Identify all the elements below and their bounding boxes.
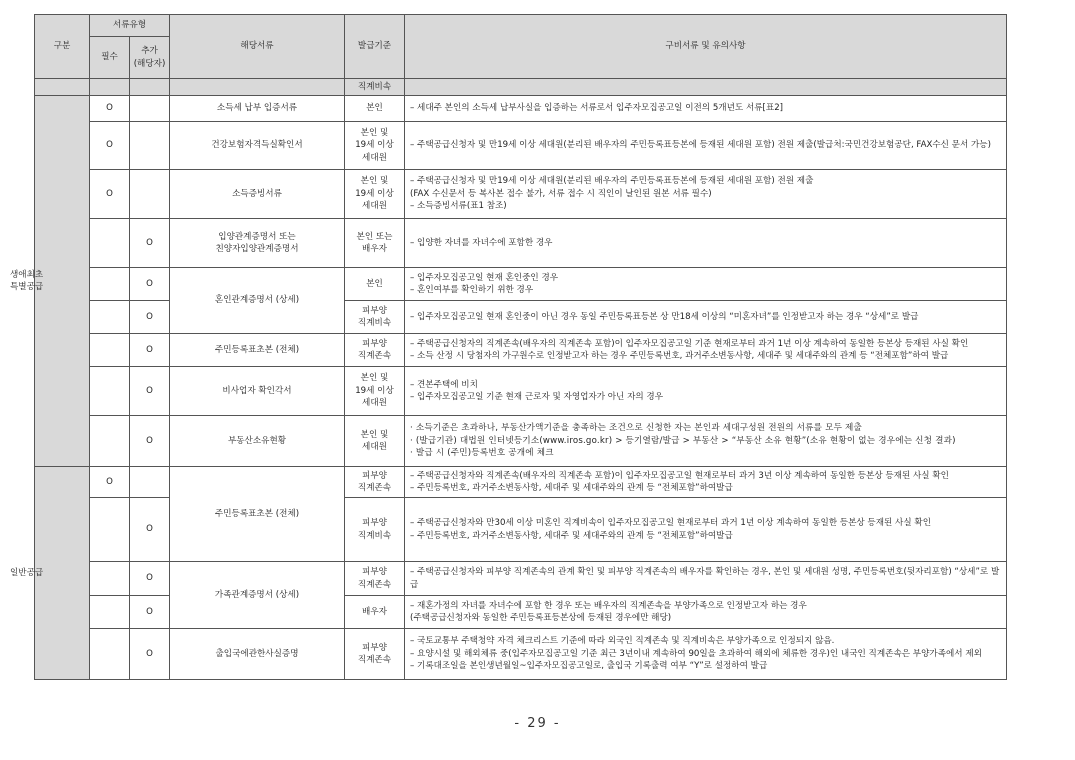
document-name: 비사업자 확인각서 bbox=[170, 367, 345, 416]
header-additional: 추가 (해당자) bbox=[130, 37, 170, 79]
note-line: – 주택공급신청자와 직계존속(배우자의 직계존속 포함)이 입주자모집공고일 현재로부터 과거 3년 이상 계속하여 동일한 등본상 등재된 사실 확인 bbox=[410, 470, 949, 481]
notes bbox=[410, 517, 1001, 542]
note-line: – 재혼가정의 자녀를 자녀수에 포함 한 경우 또는 배우자의 직계존속을 부양가족으로 인정받고자 하는 경우 (주택공급신청자와 동일한 주민등록표등본상에 등재된 경우에만 해당) bbox=[410, 600, 807, 623]
document-name: 주민등록표초본 (전체) bbox=[170, 334, 345, 367]
issue-basis: 본인 및 19세 이상 세대원 bbox=[345, 170, 405, 219]
header-required: 필수 bbox=[90, 37, 130, 79]
header-category: 구분 bbox=[35, 15, 90, 79]
required-mark: O bbox=[90, 96, 130, 122]
table-row bbox=[35, 562, 1007, 596]
note-line: – 주민등록번호, 과거주소변동사항, 세대주 및 세대주와의 관계 등 “전체포함”하여발급 bbox=[410, 530, 733, 541]
notes bbox=[410, 272, 1001, 297]
notes bbox=[410, 175, 1001, 212]
note-line: – 견본주택에 비치 bbox=[410, 379, 478, 390]
required-mark: O bbox=[90, 122, 130, 170]
note-line: – 기록대조일을 본인생년월일~입주자모집공고일로, 출입국 기록출력 여부 “Y”로 설정하여 발급 bbox=[410, 661, 768, 672]
table-row-prev bbox=[35, 79, 1007, 96]
issue-basis: 피부양 직계존속 bbox=[345, 629, 405, 680]
issue-basis: 피부양 직계존속 bbox=[345, 467, 405, 498]
additional-mark: O bbox=[130, 334, 170, 367]
notes bbox=[410, 237, 1001, 249]
additional-mark: O bbox=[130, 219, 170, 268]
note-line: – 주민등록번호, 과거주소변동사항, 세대주 및 세대주와의 관계 등 “전체포함”하여발급 bbox=[410, 483, 733, 493]
required-mark: O bbox=[90, 170, 130, 219]
notes bbox=[410, 470, 1001, 495]
document-sheet bbox=[10, 14, 1006, 680]
section-special: 생애최초 특별공급 bbox=[35, 96, 90, 467]
table-row bbox=[35, 96, 1007, 122]
additional-mark: O bbox=[130, 301, 170, 334]
additional-mark: O bbox=[130, 416, 170, 467]
table-row bbox=[35, 334, 1007, 367]
issue-basis: 본인 및 19세 이상 세대원 bbox=[345, 367, 405, 416]
issue-basis: 피부양 직계존속 bbox=[345, 562, 405, 596]
document-name: 부동산소유현황 bbox=[170, 416, 345, 467]
note-line: – 주택공급신청자와 피부양 직계존속의 관계 확인 및 피부양 직계존속의 배우자를 확인하는 경우, 본인 및 세대원 성명, 주민등록번호(뒷자리포함) “상세”로 발급 bbox=[410, 567, 1000, 590]
additional-mark: O bbox=[130, 629, 170, 680]
required-mark: O bbox=[90, 467, 130, 498]
issue-basis: 피부양 직계비속 bbox=[345, 301, 405, 334]
issue-basis: 본인 또는 배우자 bbox=[345, 219, 405, 268]
notes bbox=[410, 379, 1001, 404]
additional-mark: O bbox=[130, 367, 170, 416]
issue-basis: 본인 bbox=[345, 268, 405, 301]
notes bbox=[410, 566, 1001, 591]
document-name: 주민등록표초본 (전체) bbox=[170, 467, 345, 562]
table-row bbox=[35, 122, 1007, 170]
issue-basis: 본인 및 19세 이상 세대원 bbox=[345, 122, 405, 170]
document-name: 입양관계증명서 또는 친양자입양관계증명서 bbox=[170, 219, 345, 268]
note-line: – 입주자모집공고일 기준 현재 근로자 및 자영업자가 아닌 자의 경우 bbox=[410, 392, 664, 402]
issue-basis: 배우자 bbox=[345, 596, 405, 629]
note-line: – 혼인여부를 확인하기 위한 경우 bbox=[410, 285, 534, 295]
note-line: – 소득 산정 시 당첨자의 가구원수로 인정받고자 하는 경우 주민등록번호, 과거주소변동사항, 세대주 및 세대주와의 관계 등 “전체포함”하여 발급 bbox=[410, 351, 949, 361]
issue-basis: 피부양 직계존속 bbox=[345, 334, 405, 367]
note-line: – 주택공급신청자 및 만19세 이상 세대원(분리된 배우자의 주민등록표등본에 등재된 세대원 포함) 전원 제출(발급처:국민건강보험공단, FAX수신 문서 가능) bbox=[410, 140, 991, 151]
additional-mark: O bbox=[130, 498, 170, 562]
header-document: 해당서류 bbox=[170, 15, 345, 79]
notes bbox=[410, 600, 1001, 625]
document-name: 가족관계증명서 (상세) bbox=[170, 562, 345, 629]
section-general: 일반공급 bbox=[35, 467, 90, 680]
issue-basis: 본인 및 세대원 bbox=[345, 416, 405, 467]
note-line: – 입양한 자녀를 자녀수에 포함한 경우 bbox=[410, 237, 553, 248]
document-name: 혼인관계증명서 (상세) bbox=[170, 268, 345, 334]
document-name: 소득증빙서류 bbox=[170, 170, 345, 219]
table-row bbox=[35, 367, 1007, 416]
header-notes: 구비서류 및 유의사항 bbox=[405, 15, 1007, 79]
document-name: 소득세 납부 입증서류 bbox=[170, 96, 345, 122]
note-line: – 입주자모집공고일 현재 혼인중이 아닌 경우 동일 주민등록표등본 상 만18세 이상의 “미혼자녀”를 인정받고자 하는 경우 “상세”로 발급 bbox=[410, 311, 919, 322]
header-doc-type: 서류유형 bbox=[90, 15, 170, 37]
note-line: – 요양시설 및 해외체류 중(입주자모집공고일 기준 최근 3년이내 계속하여 90일을 초과하여 해외에 체류한 경우)인 내국인 직계존속은 부양가족에서 제외 bbox=[410, 648, 982, 659]
document-name: 건강보험자격득실확인서 bbox=[170, 122, 345, 170]
page-number: - 29 - bbox=[514, 716, 561, 731]
additional-mark: O bbox=[130, 562, 170, 596]
note-line: – 소득증빙서류(표1 참조) bbox=[410, 201, 507, 212]
note-line: · (발급기관) 대법원 인터넷등기소(www.iros.go.kr) > 등기열람/발급 > 부동산 > “부동산 소유 현황”(소유 현황이 없는 경우에는 신청 결과) bbox=[410, 435, 956, 446]
notes bbox=[410, 311, 1001, 323]
document-table bbox=[10, 14, 1007, 680]
table-row bbox=[35, 170, 1007, 219]
note-line: – 국토교통부 주택청약 자격 체크리스트 기준에 따라 외국인 직계존속 및 직계비속은 부양가족으로 인정되지 않음. bbox=[410, 636, 835, 647]
note-line: – 주택공급신청자의 직계존속(배우자의 직계존속 포함)이 입주자모집공고일 기준 현재로부터 과거 1년 이상 계속하여 동일한 등본상 등재된 사실 확인 bbox=[410, 338, 969, 349]
note-line: · 발급 시 (주민)등록번호 공개에 체크 bbox=[410, 448, 554, 459]
note-line: – 주택공급신청자 및 만19세 이상 세대원(분리된 배우자의 주민등록표등본에 등재된 세대원 포함) 전원 제출 (FAX 수신문서 등 복사본 접수 불가, 서류 접수 시 직인이 날인된 원본 서류 필수) bbox=[410, 176, 814, 199]
notes bbox=[410, 635, 1001, 672]
additional-mark: O bbox=[130, 596, 170, 629]
notes bbox=[410, 102, 1001, 114]
issue-basis: 본인 bbox=[345, 96, 405, 122]
document-name: 출입국에관한사실증명 bbox=[170, 629, 345, 680]
table-row bbox=[35, 629, 1007, 680]
notes bbox=[410, 422, 1001, 459]
note-line: – 주택공급신청자와 만30세 이상 미혼인 직계비속이 입주자모집공고일 현재로부터 과거 1년 이상 계속하여 동일한 등본상 등재된 사실 확인 bbox=[410, 518, 931, 529]
additional-mark: O bbox=[130, 268, 170, 301]
table-row bbox=[35, 219, 1007, 268]
notes bbox=[410, 139, 1001, 151]
note-line: – 입주자모집공고일 현재 혼인중인 경우 bbox=[410, 272, 559, 283]
issue-basis: 피부양 직계비속 bbox=[345, 498, 405, 562]
issue-basis: 직계비속 bbox=[345, 79, 405, 96]
table-row bbox=[35, 416, 1007, 467]
notes bbox=[410, 338, 1001, 363]
note-line: · 소득기준은 초과하나, 부동산가액기준을 충족하는 조건으로 신청한 자는 본인과 세대구성원 전원의 서류를 모두 제출 bbox=[410, 423, 863, 434]
table-row bbox=[35, 268, 1007, 301]
note-line: – 세대주 본인의 소득세 납부사실을 입증하는 서류로서 입주자모집공고일 이전의 5개년도 서류[표2] bbox=[410, 103, 784, 114]
table-row bbox=[35, 467, 1007, 498]
header-issue-basis: 발급기준 bbox=[345, 15, 405, 79]
